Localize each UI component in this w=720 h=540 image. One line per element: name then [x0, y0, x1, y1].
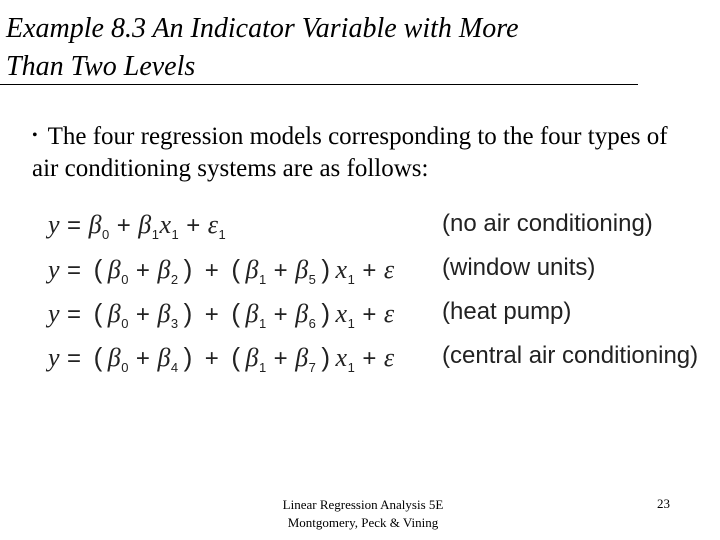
model-condition: (heat pump) [442, 298, 572, 325]
model-row [48, 254, 708, 294]
model-condition: (window units) [442, 254, 596, 281]
model-row [48, 298, 708, 338]
bullet-point [32, 120, 672, 185]
model-equation: y = ( $\beta_0 + \beta_4$ ) + ( $\beta_1 + \beta_7$ ) $x_1 + \varepsilon$ [48, 342, 395, 375]
footer-line-1: Linear Regression Analysis 5E [282, 497, 444, 512]
model-condition: (central air conditioning) [442, 342, 699, 369]
model-equation: y = ( $\beta_0 + \beta_2$ ) + ( $\beta_1 + \beta_5$ ) $x_1 + \varepsilon$ [48, 254, 395, 287]
title-line-1: Example 8.3 An Indicator Variable with More [6, 13, 519, 44]
page-number: 23 [657, 496, 670, 511]
model-equation: $y = \beta_0 + \beta_1x_1 + \varepsilon_1$ [48, 210, 227, 242]
model-row [48, 342, 708, 382]
title-line-2: Than Two Levels [6, 51, 196, 82]
model-equation: y = ( $\beta_0 + \beta_3$ ) + ( $\beta_1 + \beta_6$ ) $x_1 + \varepsilon$ [48, 298, 395, 331]
model-row [48, 210, 708, 250]
title-underline [0, 84, 638, 85]
footer-line-2: Montgomery, Peck & Vining [287, 515, 439, 530]
model-condition: (no air conditioning) [442, 210, 653, 237]
bullet-text: The four regression models corresponding to the four types of air conditioning systems are as follows: [32, 123, 668, 182]
slide-title [6, 10, 646, 86]
bullet-icon: • [32, 127, 38, 144]
slide-footer [258, 496, 468, 532]
